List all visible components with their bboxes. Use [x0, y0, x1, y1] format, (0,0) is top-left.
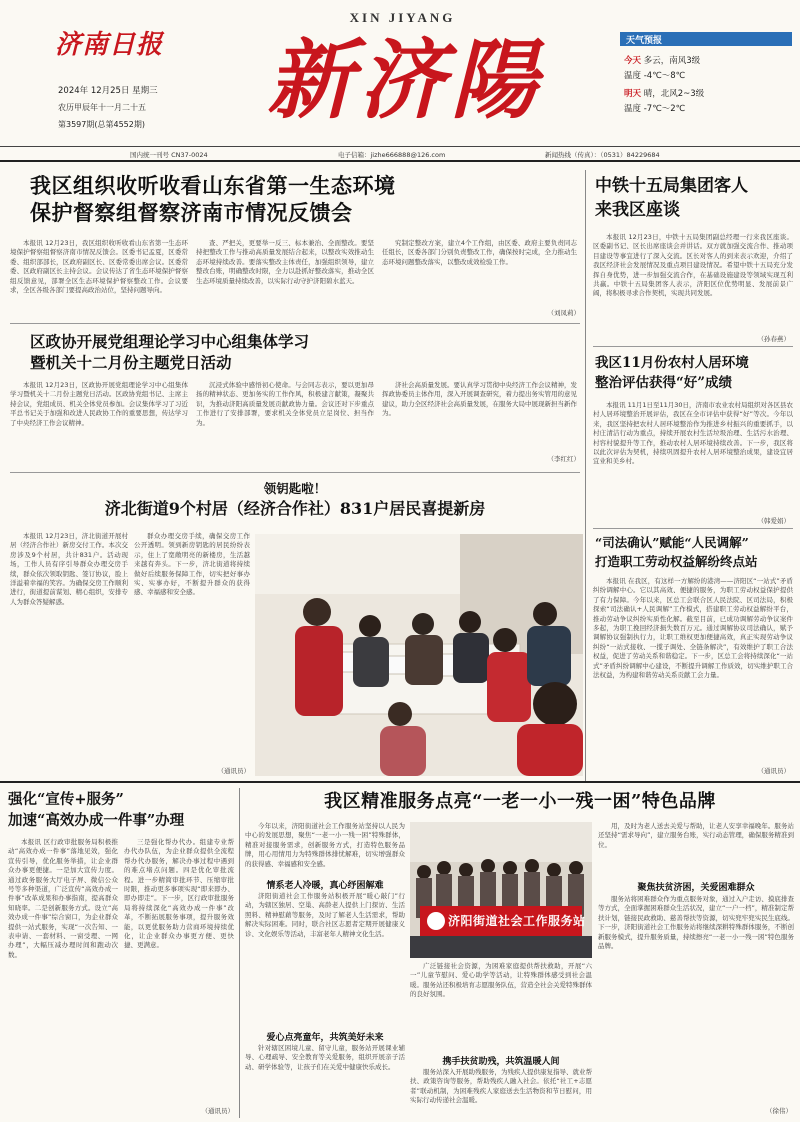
a1-headline-1: 我区组织收听收看山东省第一生态环境 — [30, 173, 396, 198]
b2-lead-text: 今年以来，济阳街道社会工作服务站坚持以人民为中心的发展思想，聚焦“一老一小一残一困”特殊群体，精准对接服务需求，创新服务方式，打造特色服务品牌，用心用情用力为特殊群体排忧解难，切实增强群众的获得感、幸福感和安全感。 — [245, 822, 405, 868]
a2-headline-2: 暨机关十二月份主题党日活动 — [30, 353, 232, 372]
a2-body-col2 — [196, 381, 374, 467]
a3-photo — [255, 534, 583, 776]
a3-body-col1 — [10, 532, 128, 772]
b2-photo — [410, 822, 592, 958]
today-temp: -4℃～8℃ — [643, 71, 686, 81]
b2-right-text: 用，及时为老人送去关爱与帮助，让老人安享幸福晚年。服务站还坚持“需求导向”，建立服务台账，实行动态管理，确保服务精准到位。 — [598, 822, 794, 849]
a1-col1-text: 本报讯 12月23日，我区组织收听收看山东省第一生态环境保护督察组督察济南市情况反馈会。区委书记孟夏，区委常委、组织部部长，区政府副区长、区委常委出席会议。区委常委、区政府副区长主持会议。会议传达了省生态环境保护督察组反馈意见，部署全区生态环境保护督察整改工作。会议要求，全区各级各部门要提高政治站位，坚持问题导向。 — [10, 239, 188, 295]
a3-byline: （通讯员） — [217, 767, 250, 775]
contact-email: 电子信箱：jizhe666888@126.com — [338, 151, 446, 159]
a3-photo-illustration — [255, 534, 583, 776]
b2-sub4-text: 服务站将困难群众作为重点服务对象，通过入户走访、摸底排查等方式，全面掌握困难群众生活状况，建立“一户一档”，精准制定帮扶计划，链接民政救助、慈善帮扶等资源，切实兜牢兜实民生底线。下一步，济阳街道社会工作服务站将继续深耕特殊群体服务，不断创新服务模式，提升服务质量，持续擦亮“一老一小一残一困”特色服务品牌。 — [598, 895, 794, 951]
a2-col2-text: 沉浸式体验中感悟初心使命。与会同志表示，要以更加昂扬的精神状态、更加务实的工作作风，积极建言献策，凝聚共识，为推动济阳高质量发展贡献政协力量。会议还对下步重点工作进行了安排部署，要求机关全体党员立足岗位、担当作为。 — [196, 381, 374, 427]
r3-body — [593, 577, 793, 762]
r1-byline: （孙春燕） — [757, 335, 790, 343]
top-rule — [0, 146, 800, 147]
r2-headline-2: 整治评估获得“好”成绩 — [595, 375, 733, 391]
a1-body-col1 — [10, 239, 188, 315]
b2-sub2: 爱心点亮童年，共筑美好未来 — [266, 1033, 384, 1043]
a2-col3-text: 济社会高质量发展。要认真学习贯彻中央经济工作会议精神，发挥政协委员主体作用，深入开展调查研究，着力提出务实管用的意见建议，助力全区经济社会高质量发展，在服务大局中展现新担当新作为。 — [382, 381, 577, 418]
issue-date: 2024年 12月25日 星期三 — [58, 86, 158, 96]
tomorrow-weather: 晴，北风2~3级 — [643, 89, 705, 99]
a2-col1-text: 本报讯 12月23日，区政协开展党组理论学习中心组集体学习暨机关十二月份主题党日活动。区政协党组书记、主席主持会议，党组成员、机关全体党员参加。会议集体学习了习近平总书记关于加强和改进人民政协工作的重要思想，传达学习了中央经济工作会议精神。 — [10, 381, 188, 427]
news-hotline: 新闻热线（传真）：（0531）84229684 — [545, 151, 660, 159]
a3-headline: 济北街道9个村居（经济合作社）831户居民喜提新房 — [104, 499, 486, 518]
r2-rule — [593, 528, 793, 529]
a2-byline: （李红红） — [547, 455, 580, 463]
weather-tomorrow — [624, 87, 704, 99]
today-weather: 多云，南风3级 — [643, 56, 701, 66]
r2-headline-1: 我区11月份农村人居环境 — [595, 355, 749, 371]
r1-headline-1: 中铁十五局集团客人 — [595, 176, 748, 196]
weather-today — [624, 54, 700, 66]
a3-body-col2 — [134, 532, 250, 764]
r2-body-text: 本报讯 11月1日至11月30日，济南市农业农村局组织对各区县农村人居环境整治开展评估，我区在全市评估中获得“好”等次。今年以来，我区坚持把农村人居环境整治作为推进乡村振兴的重要抓手，以村庄清洁行动为重点，持续开展农村生活垃圾治理、生活污水治理、村容村貌提升等工作，推动农村人居环境持续改善。下一步，我区将以此次评估为契机，持续巩固提升农村人居环境整治成果，建设宜居宜业和美乡村。 — [593, 401, 793, 466]
r1-headline-2: 来我区座谈 — [595, 200, 680, 220]
a3-col2-text: 群众办理交房手续，确保交房工作公开透明。领到新房钥匙的居民纷纷表示，住上了宽敞明亮的新楼房，生活越来越有奔头。下一步，济北街道将持续做好后续服务保障工作，切实把好事办实、实事办好，不断提升群众的获得感、幸福感和安全感。 — [134, 532, 250, 597]
cn-number: 国内统一刊号 CN37-0024 — [130, 151, 208, 159]
info-rule — [0, 160, 800, 162]
column-divider — [585, 170, 586, 782]
b1-byline: （通讯员） — [201, 1107, 234, 1115]
r1-body-text: 本报讯 12月23日，中铁十五局集团副总经理一行来我区座谈。区委副书记、区长出席座谈会并讲话。双方就加强交流合作、推动项目建设等事宜进行了深入交流。区长对客人的到来表示欢迎，介绍了我区经济社会发展情况及重点项目建设情况。希望中铁十五局充分发挥自身优势，进一步加强交流合作，在基础设施建设等领域实现互利共赢。中铁十五局集团客人表示，济阳区位优势明显、发展前景广阔，将积极寻求合作契机，实现共同发展。 — [593, 233, 793, 298]
b2-mid-text: 广泛链接社会资源，为困难家庭提供帮扶救助，开展“六一”儿童节慰问、爱心助学等活动，让特殊群体感受到社会温暖。服务站还积极培育志愿服务队伍，营造全社会关爱特殊群体的良好氛围。 — [410, 962, 592, 999]
a2-body-col3 — [382, 381, 577, 447]
r3-headline: 打造职工劳动权益解纷终点站 — [595, 554, 758, 569]
b2-sub3-text: 服务站深入开展助残服务，为残疾人提供康复指导、就业帮扶、政策咨询等服务，帮助残疾人融入社会。依托“社工+志愿者”联动机制，为困难残疾人家庭送去生活物资和节日慰问，用实际行动传递社会温暖。 — [410, 1068, 592, 1105]
a2-headline-1: 区政协开展党组理论学习中心组集体学习 — [30, 332, 310, 351]
a2-body-col1 — [10, 381, 188, 467]
section-rule — [0, 781, 800, 783]
a1-rule — [10, 323, 580, 324]
b2-sub4-body — [598, 895, 794, 1103]
masthead — [0, 0, 800, 148]
paper-logo: 济南日报 — [55, 30, 164, 60]
r1-body — [593, 233, 793, 333]
b1-body-col1 — [8, 838, 118, 1113]
b2-right-body — [598, 822, 794, 874]
r2-byline: （韩爱娟） — [757, 517, 790, 525]
r3-byline: （通讯员） — [757, 767, 790, 775]
issue-number: 第3597期(总第4552期) — [58, 120, 145, 129]
today-label: 今天 — [624, 56, 642, 66]
b2-headline: 我区精准服务点亮“一老一小一残一困”特色品牌 — [324, 791, 716, 812]
b1-col2-text: 三是强化帮办代办。组建专业帮办代办队伍，为企业群众提供全流程帮办代办服务，解决办事过程中遇到的难点堵点问题。四是优化审批流程。进一步精简审批环节、压缩审批时限，推动更多事项实现“即来即办、即办即走”。下一步，区行政审批服务局将持续深化“高效办成一件事”改革，不断拓展服务事项，提升服务效能，以更优服务助力营商环境持续优化，让企业群众办事更方便、更快捷、更满意。 — [124, 838, 234, 950]
b-divider — [239, 788, 240, 1118]
b1-headline-2: 加速“高效办成一件事”办理 — [8, 812, 185, 829]
b2-lead — [245, 822, 405, 874]
b2-sub3: 携手扶贫助残，共筑温暖人间 — [442, 1057, 560, 1067]
tomorrow-temp-label: 温度 — [624, 104, 642, 114]
b1-headline-1: 强化“宣传+服务” — [8, 791, 124, 808]
r1-rule — [593, 346, 793, 347]
weather-header — [620, 32, 792, 46]
masthead-pinyin: XIN JIYANG — [349, 10, 456, 25]
r3-body-text: 本报讯 在我区，有这样一方解纷的港湾——济阳区“一站式”矛盾纠纷调解中心。它以其高效、便捷的服务，为职工劳动权益保护提供了有力保障。今年以来，区总工会联合区人民法院、区司法局，积极探索“司法确认+人民调解”工作模式，搭建职工劳动权益解纷平台，推动劳动争议纠纷实质性化解。截至目前，已成功调解劳动争议案件多起，为职工挽回经济损失数百万元。通过调解协议司法确认，赋予调解协议强制执行力，让职工维权更加便捷高效，真正实现劳动争议纠纷“一站式接收、一揽子调处、全链条解决”，有效维护了职工合法权益，促进了劳动关系和谐稳定。下一步，区总工会将持续深化“一站式”矛盾纠纷调解中心建设，不断提升调解工作质效，切实维护职工合法权益，为构建和谐劳动关系贡献工会力量。 — [593, 577, 793, 680]
weather-panel — [620, 32, 792, 120]
b2-byline: （徐伟） — [766, 1107, 792, 1115]
lunar-date: 农历甲辰年十一月二十五 — [58, 103, 146, 112]
weather-label: 天气预报 — [626, 36, 663, 46]
a1-body-col3 — [382, 239, 577, 305]
a1-byline: （刘凤莉） — [547, 309, 580, 317]
today-temp-label: 温度 — [624, 71, 642, 81]
b1-col1-text: 本报讯 区行政审批服务局积极推动“高效办成一件事”落地见效，强化宣传引导，优化服务举措，让企业群众办事更便捷。一是加大宣传力度。通过政务服务大厅电子屏、微信公众号等多种渠道，广泛宣传“高效办成一件事”改革成果和办事指南，提高群众知晓率。二是创新服务方式。设立“高效办成一件事”综合窗口，为企业群众提供一站式服务，实现“一次告知、一表申请、一套材料、一窗受理、一网办理”，大幅压减办理时间和跑动次数。 — [8, 838, 118, 959]
b2-sub1-text: 济阳街道社会工作服务站积极开展“暖心敲门”行动，为辖区独居、空巢、高龄老人提供上门探访、生活照料、精神慰藉等服务，及时了解老人生活需求，帮助解决实际困难。同时，联合社区志愿者定期开展健康义诊、文化娱乐等活动，丰富老年人精神文化生活。 — [245, 892, 405, 938]
a3-col1-text: 本报讯 12月23日，济北街道开展村居（经济合作社）新房交付工作。本次交房涉及9个村居，共计831户。活动现场，工作人员有序引导群众办理交房手续，群众依次领取钥匙、签订协议，脸上洋溢着幸福的笑容。为确保交房工作顺利进行，街道提前谋划、精心组织，安排专人为群众答疑解惑。 — [10, 532, 128, 606]
weather-tomorrow-temp — [624, 102, 685, 114]
a1-headline-2: 保护督察组督察济南市情况反馈会 — [30, 200, 353, 225]
tomorrow-label: 明天 — [624, 89, 642, 99]
b2-sub4: 聚焦扶贫济困，关爱困难群众 — [637, 883, 755, 893]
weather-today-temp — [624, 69, 685, 81]
b2-sub2-body — [245, 1044, 405, 1116]
a1-col3-text: 究制定整改方案，建立4个工作组，由区委、政府主要负责同志任组长，区委各部门分别负责整改工作，确保按时完成，全力推动生态环境问题整改落实，以整改成效检验工作。 — [382, 239, 577, 266]
b2-sub3-body — [410, 1068, 592, 1116]
a2-rule — [10, 472, 580, 473]
b2-sub2-text: 针对辖区困境儿童、留守儿童，服务站开展课业辅导、心理疏导、安全教育等关爱服务，组织开展亲子活动、研学体验等，让孩子们在关爱中健康快乐成长。 — [245, 1044, 405, 1071]
tomorrow-temp: -7℃～2℃ — [643, 104, 686, 114]
a1-body-col2 — [196, 239, 374, 315]
b2-photo-illustration — [410, 822, 592, 958]
b2-photo-banner: 济阳街道社会工作服务站 — [448, 914, 586, 928]
masthead-title: 新济陽 — [267, 30, 543, 131]
info-bar — [0, 148, 800, 160]
a3-kicker: 领钥匙啦！ — [263, 481, 327, 496]
b2-mid-body — [410, 962, 592, 1050]
r3-kicker: “司法确认”赋能“人民调解” — [595, 535, 749, 550]
b2-sub1-body — [245, 892, 405, 1022]
b2-sub1: 情系老人冷暖，真心纾困解难 — [266, 881, 384, 891]
r2-body — [593, 401, 793, 516]
a1-col2-text: 查、严把关，更要举一反三、标本兼治、全面整改。要坚持把整改工作与推动高质量发展结合起来，以整改实效推动生态环境持续改善。要落实整改主体责任，加强组织领导，建立整改台账，明确整改时限，全力以赴抓好整改落实，推动全区生态环境质量持续改善，以实际行动守护济阳碧水蓝天。 — [196, 239, 374, 285]
b1-body-col2 — [124, 838, 234, 1103]
